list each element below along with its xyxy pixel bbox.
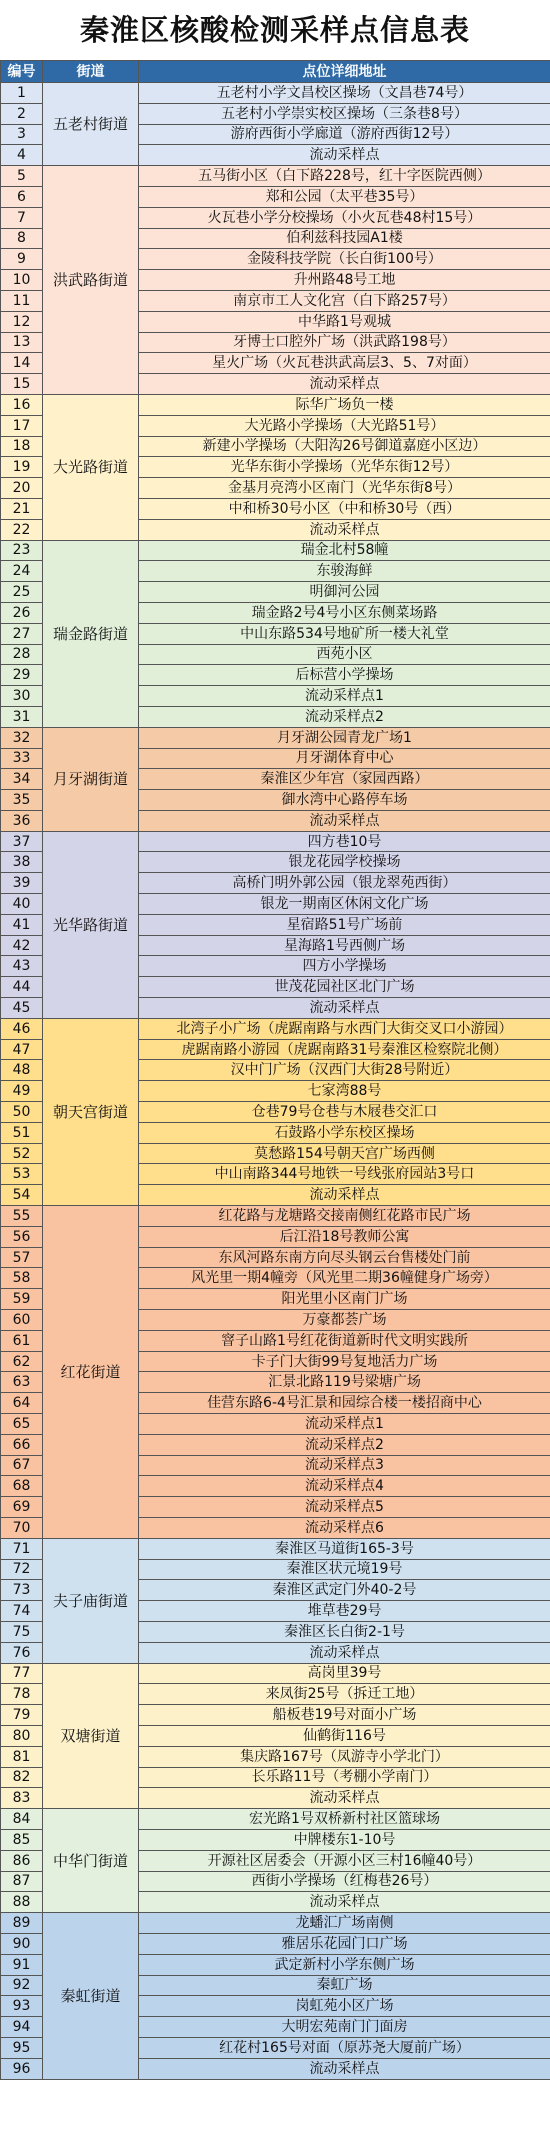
- site-address: 金陵科技学院（长白街100号）: [139, 249, 550, 270]
- row-number: 29: [1, 665, 43, 686]
- row-number: 22: [1, 519, 43, 540]
- street-name: 大光路街道: [43, 394, 139, 540]
- site-address: 四方巷10号: [139, 831, 550, 852]
- site-address: 石鼓路小学东校区操场: [139, 1122, 550, 1143]
- site-address: 开源社区居委会（开源小区三村16幢40号）: [139, 1850, 550, 1871]
- site-address: 中山南路344号地铁一号线张府园站3号口: [139, 1164, 550, 1185]
- row-number: 61: [1, 1330, 43, 1351]
- street-name: 夫子庙街道: [43, 1538, 139, 1663]
- site-address: 风光里一期4幢旁（风光里二期36幢健身广场旁）: [139, 1268, 550, 1289]
- table-row: [1, 1018, 550, 1039]
- row-number: 64: [1, 1393, 43, 1414]
- row-number: 84: [1, 1809, 43, 1830]
- row-number: 37: [1, 831, 43, 852]
- site-address: 岗虹苑小区广场: [139, 1996, 550, 2017]
- row-number: 14: [1, 353, 43, 374]
- site-address: 西街小学操场（红梅巷26号）: [139, 1871, 550, 1892]
- site-address: 御水湾中心路停车场: [139, 790, 550, 811]
- street-name: 洪武路街道: [43, 166, 139, 395]
- site-address: 流动采样点: [139, 1892, 550, 1913]
- site-address: 明御河公园: [139, 582, 550, 603]
- site-address: 瑞金路2号4号小区东侧菜场路: [139, 602, 550, 623]
- row-number: 17: [1, 415, 43, 436]
- site-address: 流动采样点: [139, 2058, 550, 2079]
- site-address: 中山东路534号地矿所一楼大礼堂: [139, 623, 550, 644]
- row-number: 74: [1, 1601, 43, 1622]
- row-number: 18: [1, 436, 43, 457]
- site-address: 光华东街小学操场（光华东街12号）: [139, 457, 550, 478]
- street-name: 朝天宫街道: [43, 1018, 139, 1205]
- site-address: 星海路1号西侧广场: [139, 935, 550, 956]
- row-number: 44: [1, 977, 43, 998]
- table-row: [1, 1206, 550, 1227]
- row-number: 67: [1, 1455, 43, 1476]
- row-number: 53: [1, 1164, 43, 1185]
- row-number: 85: [1, 1829, 43, 1850]
- row-number: 82: [1, 1767, 43, 1788]
- row-number: 16: [1, 394, 43, 415]
- site-address: 世茂花园社区北门广场: [139, 977, 550, 998]
- site-address: 流动采样点: [139, 1788, 550, 1809]
- site-address: 红花村165号对面（原苏尧大厦前广场）: [139, 2037, 550, 2058]
- row-number: 26: [1, 602, 43, 623]
- site-address: 秦淮区少年宫（家园西路）: [139, 769, 550, 790]
- row-number: 47: [1, 1039, 43, 1060]
- row-number: 58: [1, 1268, 43, 1289]
- row-number: 12: [1, 311, 43, 332]
- row-number: 15: [1, 374, 43, 395]
- row-number: 46: [1, 1018, 43, 1039]
- row-number: 70: [1, 1517, 43, 1538]
- table-row: [1, 1663, 550, 1684]
- site-address: 流动采样点4: [139, 1476, 550, 1497]
- row-number: 62: [1, 1351, 43, 1372]
- site-address: 银龙花园学校操场: [139, 852, 550, 873]
- row-number: 8: [1, 228, 43, 249]
- site-address: 高岗里39号: [139, 1663, 550, 1684]
- site-address: 莫愁路154号朝天宫广场西侧: [139, 1143, 550, 1164]
- site-address: 火瓦巷小学分校操场（小火瓦巷48村15号）: [139, 207, 550, 228]
- row-number: 20: [1, 478, 43, 499]
- row-number: 40: [1, 894, 43, 915]
- site-address: 四方小学操场: [139, 956, 550, 977]
- row-number: 33: [1, 748, 43, 769]
- site-address: 武定新村小学东侧广场: [139, 1954, 550, 1975]
- row-number: 2: [1, 103, 43, 124]
- row-number: 11: [1, 290, 43, 311]
- site-address: 月牙湖公园青龙广场1: [139, 727, 550, 748]
- row-number: 10: [1, 270, 43, 291]
- row-number: 69: [1, 1497, 43, 1518]
- row-number: 83: [1, 1788, 43, 1809]
- site-address: 郑和公园（太平巷35号）: [139, 186, 550, 207]
- table-row: [1, 1913, 550, 1934]
- site-address: 伯利兹科技园A1楼: [139, 228, 550, 249]
- row-number: 65: [1, 1414, 43, 1435]
- street-name: 秦虹街道: [43, 1913, 139, 2079]
- row-number: 25: [1, 582, 43, 603]
- row-number: 80: [1, 1725, 43, 1746]
- street-name: 双塘街道: [43, 1663, 139, 1809]
- table-row: [1, 727, 550, 748]
- site-address: 西苑小区: [139, 644, 550, 665]
- row-number: 77: [1, 1663, 43, 1684]
- row-number: 36: [1, 810, 43, 831]
- site-address: 流动采样点2: [139, 706, 550, 727]
- row-number: 93: [1, 1996, 43, 2017]
- row-number: 19: [1, 457, 43, 478]
- row-number: 54: [1, 1185, 43, 1206]
- row-number: 63: [1, 1372, 43, 1393]
- row-number: 51: [1, 1122, 43, 1143]
- row-number: 30: [1, 686, 43, 707]
- row-number: 78: [1, 1684, 43, 1705]
- site-address: 流动采样点: [139, 519, 550, 540]
- site-address: 仙鹤街116号: [139, 1725, 550, 1746]
- site-address: 月牙湖体育中心: [139, 748, 550, 769]
- row-number: 9: [1, 249, 43, 270]
- row-number: 81: [1, 1746, 43, 1767]
- site-address: 高桥门明外郭公园（银龙翠苑西街）: [139, 873, 550, 894]
- site-address: 游府西街小学廊道（游府西街12号）: [139, 124, 550, 145]
- column-header-number: 编号: [1, 61, 43, 83]
- site-address: 流动采样点2: [139, 1434, 550, 1455]
- page-title: 秦淮区核酸检测采样点信息表: [79, 13, 470, 47]
- row-number: 92: [1, 1975, 43, 1996]
- row-number: 73: [1, 1580, 43, 1601]
- site-address: 流动采样点5: [139, 1497, 550, 1518]
- site-address: 船板巷19号对面小广场: [139, 1705, 550, 1726]
- row-number: 28: [1, 644, 43, 665]
- row-number: 88: [1, 1892, 43, 1913]
- sampling-sites-table: [0, 60, 550, 2080]
- table-row: [1, 83, 550, 104]
- row-number: 1: [1, 83, 43, 104]
- site-address: 东骏海鲜: [139, 561, 550, 582]
- site-address: 集庆路167号（凤游寺小学北门）: [139, 1746, 550, 1767]
- site-address: 堆草巷29号: [139, 1601, 550, 1622]
- site-address: 牙博士口腔外广场（洪武路198号）: [139, 332, 550, 353]
- site-address: 仓巷79号仓巷与木屐巷交汇口: [139, 1102, 550, 1123]
- site-address: 汉中门广场（汉西门大街28号附近）: [139, 1060, 550, 1081]
- table-row: [1, 394, 550, 415]
- site-address: 金基月亮湾小区南门（光华东街8号）: [139, 478, 550, 499]
- row-number: 87: [1, 1871, 43, 1892]
- row-number: 24: [1, 561, 43, 582]
- street-name: 五老村街道: [43, 83, 139, 166]
- site-address: 宏光路1号双桥新村社区篮球场: [139, 1809, 550, 1830]
- site-address: 大明宏苑南门门面房: [139, 2017, 550, 2038]
- row-number: 75: [1, 1621, 43, 1642]
- site-address: 流动采样点1: [139, 686, 550, 707]
- site-address: 流动采样点: [139, 810, 550, 831]
- table-row: [1, 540, 550, 561]
- site-address: 流动采样点: [139, 998, 550, 1019]
- row-number: 34: [1, 769, 43, 790]
- site-address: 南京市工人文化宫（白下路257号）: [139, 290, 550, 311]
- site-address: 中牌楼东1-10号: [139, 1829, 550, 1850]
- row-number: 21: [1, 498, 43, 519]
- row-number: 13: [1, 332, 43, 353]
- site-address: 流动采样点: [139, 145, 550, 166]
- site-address: 东风河路东南方向尽头钢云台售楼处门前: [139, 1247, 550, 1268]
- row-number: 90: [1, 1933, 43, 1954]
- row-number: 7: [1, 207, 43, 228]
- row-number: 89: [1, 1913, 43, 1934]
- site-address: 雅居乐花园门口广场: [139, 1933, 550, 1954]
- row-number: 45: [1, 998, 43, 1019]
- site-address: 流动采样点3: [139, 1455, 550, 1476]
- site-address: 阳光里小区南门广场: [139, 1289, 550, 1310]
- row-number: 76: [1, 1642, 43, 1663]
- site-address: 佳营东路6-4号汇景和园综合楼一楼招商中心: [139, 1393, 550, 1414]
- site-address: 大光路小学操场（大光路51号）: [139, 415, 550, 436]
- site-address: 五老村小学文昌校区操场（文昌巷74号）: [139, 83, 550, 104]
- site-address: 流动采样点1: [139, 1414, 550, 1435]
- site-address: 秦虹广场: [139, 1975, 550, 1996]
- site-address: 际华广场负一楼: [139, 394, 550, 415]
- site-address: 流动采样点: [139, 1642, 550, 1663]
- site-address: 来凤街25号（拆迁工地）: [139, 1684, 550, 1705]
- site-address: 瑞金北村58幢: [139, 540, 550, 561]
- site-address: 汇景北路119号梁塘广场: [139, 1372, 550, 1393]
- site-address: 升州路48号工地: [139, 270, 550, 291]
- row-number: 3: [1, 124, 43, 145]
- site-address: 五马街小区（白下路228号，红十字医院西侧）: [139, 166, 550, 187]
- site-address: 流动采样点: [139, 1185, 550, 1206]
- table-row: [1, 1809, 550, 1830]
- row-number: 60: [1, 1310, 43, 1331]
- row-number: 5: [1, 166, 43, 187]
- row-number: 49: [1, 1081, 43, 1102]
- site-address: 卡子门大街99号复地活力广场: [139, 1351, 550, 1372]
- row-number: 66: [1, 1434, 43, 1455]
- row-number: 38: [1, 852, 43, 873]
- row-number: 35: [1, 790, 43, 811]
- row-number: 48: [1, 1060, 43, 1081]
- row-number: 23: [1, 540, 43, 561]
- site-address: 龙蟠汇广场南侧: [139, 1913, 550, 1934]
- row-number: 6: [1, 186, 43, 207]
- table-row: [1, 831, 550, 852]
- site-address: 秦淮区武定门外40-2号: [139, 1580, 550, 1601]
- row-number: 94: [1, 2017, 43, 2038]
- table-row: [1, 1538, 550, 1559]
- site-address: 后江沿18号教师公寓: [139, 1226, 550, 1247]
- site-address: 新建小学操场（大阳沟26号御道嘉庭小区边）: [139, 436, 550, 457]
- site-address: 银龙一期南区休闲文化广场: [139, 894, 550, 915]
- row-number: 39: [1, 873, 43, 894]
- row-number: 57: [1, 1247, 43, 1268]
- site-address: 红花路与龙塘路交接南侧红花路市民广场: [139, 1206, 550, 1227]
- site-address: 秦淮区长白街2-1号: [139, 1621, 550, 1642]
- row-number: 91: [1, 1954, 43, 1975]
- site-address: 长乐路11号（考棚小学南门）: [139, 1767, 550, 1788]
- street-name: 瑞金路街道: [43, 540, 139, 727]
- site-address: 星火广场（火瓦巷洪武高层3、5、7对面）: [139, 353, 550, 374]
- row-number: 72: [1, 1559, 43, 1580]
- site-address: 七家湾88号: [139, 1081, 550, 1102]
- row-number: 4: [1, 145, 43, 166]
- site-address: 窨子山路1号红花街道新时代文明实践所: [139, 1330, 550, 1351]
- table-header-row: [1, 61, 550, 83]
- site-address: 万豪都荟广场: [139, 1310, 550, 1331]
- column-header-address: 点位详细地址: [139, 61, 550, 83]
- site-address: 秦淮区状元境19号: [139, 1559, 550, 1580]
- row-number: 27: [1, 623, 43, 644]
- row-number: 52: [1, 1143, 43, 1164]
- street-name: 红花街道: [43, 1206, 139, 1539]
- table-body: [1, 83, 550, 2080]
- row-number: 71: [1, 1538, 43, 1559]
- row-number: 43: [1, 956, 43, 977]
- row-number: 56: [1, 1226, 43, 1247]
- site-address: 虎踞南路小游园（虎踞南路31号秦淮区检察院北侧）: [139, 1039, 550, 1060]
- site-address: 中和桥30号小区（中和桥30号（西）: [139, 498, 550, 519]
- row-number: 59: [1, 1289, 43, 1310]
- table-row: [1, 166, 550, 187]
- column-header-street: 街道: [43, 61, 139, 83]
- street-name: 月牙湖街道: [43, 727, 139, 831]
- row-number: 50: [1, 1102, 43, 1123]
- site-address: 中华路1号观城: [139, 311, 550, 332]
- row-number: 42: [1, 935, 43, 956]
- site-address: 秦淮区马道街165-3号: [139, 1538, 550, 1559]
- row-number: 32: [1, 727, 43, 748]
- street-name: 中华门街道: [43, 1809, 139, 1913]
- site-address: 北湾子小广场（虎踞南路与水西门大街交叉口小游园）: [139, 1018, 550, 1039]
- row-number: 41: [1, 914, 43, 935]
- site-address: 星宿路51号广场前: [139, 914, 550, 935]
- row-number: 79: [1, 1705, 43, 1726]
- site-address: 五老村小学崇实校区操场（三条巷8号）: [139, 103, 550, 124]
- row-number: 55: [1, 1206, 43, 1227]
- row-number: 95: [1, 2037, 43, 2058]
- row-number: 68: [1, 1476, 43, 1497]
- site-address: 流动采样点6: [139, 1517, 550, 1538]
- site-address: 后标营小学操场: [139, 665, 550, 686]
- row-number: 96: [1, 2058, 43, 2079]
- site-address: 流动采样点: [139, 374, 550, 395]
- row-number: 86: [1, 1850, 43, 1871]
- row-number: 31: [1, 706, 43, 727]
- street-name: 光华路街道: [43, 831, 139, 1018]
